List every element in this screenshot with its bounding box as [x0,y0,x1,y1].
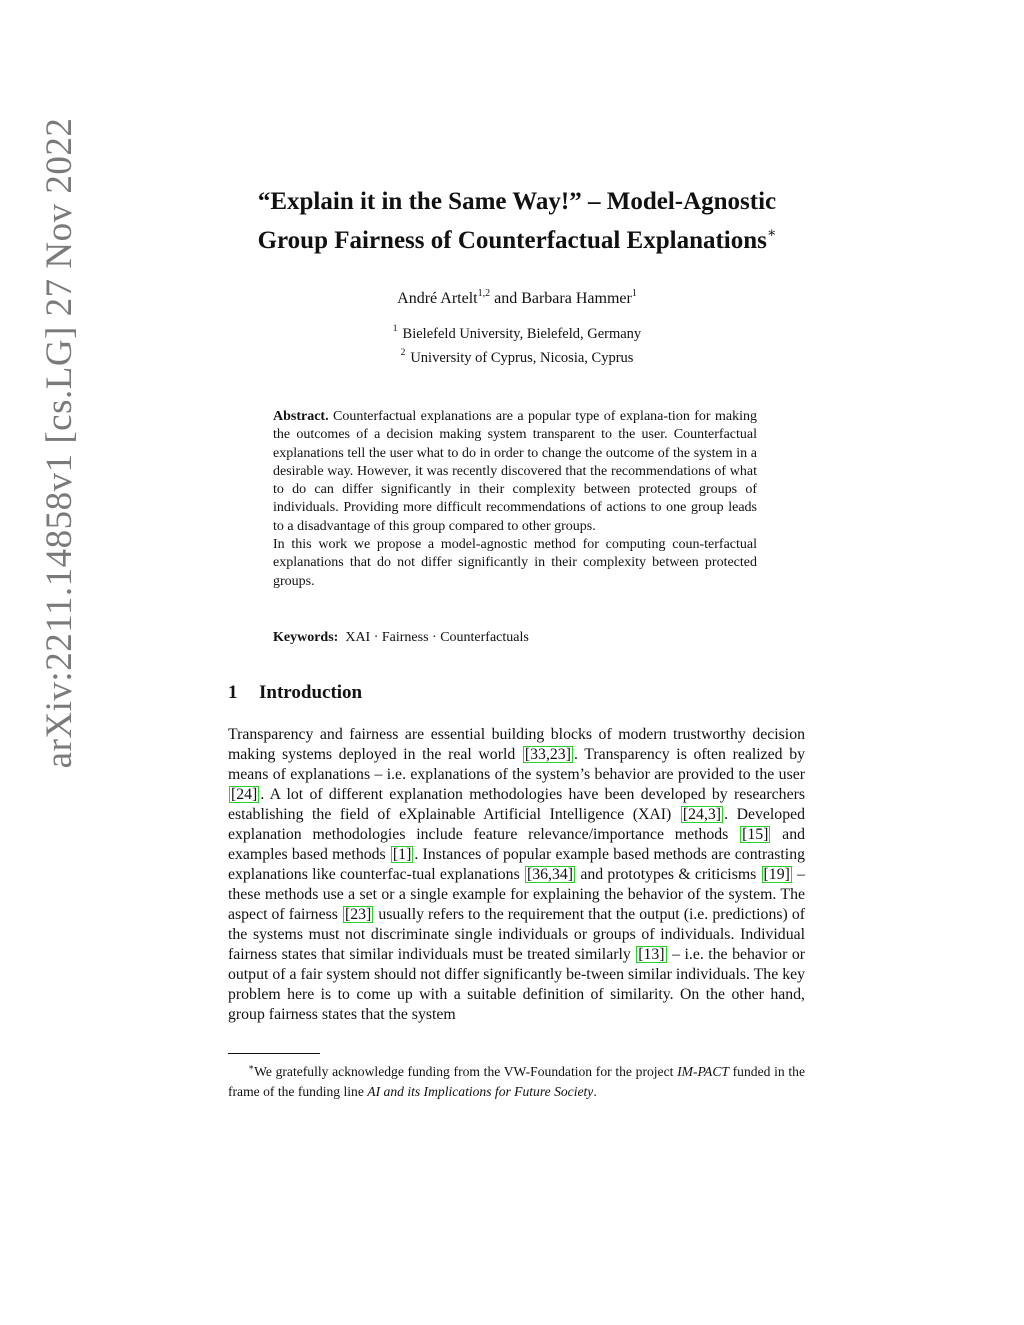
keywords-label: Keywords: [273,630,339,645]
intro-text: . Developed explanation methodologies include feature relevance/importance methods [228,806,806,843]
citation-link[interactable]: [1] [392,846,412,863]
author-list [200,284,834,309]
citation-link[interactable]: [19] [763,866,790,883]
author-2-affiliation-marker: 1 [631,288,637,299]
footnote-text: We gratefully acknowledge funding from the VW-Foundation for the project [254,1064,678,1079]
citation-link[interactable]: [33,23] [524,746,571,763]
citation-link[interactable]: [13] [638,946,665,963]
affiliation-2 [200,344,834,368]
footnote-project-name: IM-PACT [677,1064,729,1079]
keywords [273,629,757,647]
introduction-body [228,725,805,1025]
intro-text: . Instances of popular example based methods are contrasting explanations like counterfac-tual explanations [228,846,805,883]
arxiv-identifier-stamp: arXiv:2211.14858v1 [cs.LG] 27 Nov 2022 [39,117,80,769]
author-2-name: Barbara Hammer [521,290,632,307]
citation-link[interactable]: [15] [742,826,769,843]
author-connector: and [490,290,522,307]
abstract-label: Abstract. [273,409,329,424]
abstract-text-1: Counterfactual explanations are a popular type of explana-tion for making the outcomes of a decision making system transparent to the user. Counterfactual explanations tell the user what to do in order to change the outcome of the system in a desirable way. However, it was recently discovered that the recommendations of what to do can differ significantly in their complexity between protected groups of individuals. Providing more difficult recommendations of actions to one group leads to a disadvantage of this group compared to other groups. [273,409,757,534]
intro-text: – i.e. the behavior or output of a fair system should not differ significantly be-tween similar individuals. The key problem here is to come up with a suitable definition of similarity. On the other hand, group fairness states that the system [228,946,805,1023]
section-title: Introduction [259,682,363,703]
intro-text: Transparency and fairness are essential building blocks of modern trustworthy decision making systems deployed in the real world [228,726,805,763]
author-1-name: André Artelt [397,290,478,307]
abstract [273,408,757,591]
section-number: 1 [228,682,238,703]
footnote-funding-line: AI and its Implications for Future Society [367,1083,594,1099]
title-line-2: Group Fairness of Counterfactual Explanations [257,227,767,254]
author-1-affiliation-marker: 1,2 [477,288,491,299]
intro-text: and examples based methods [228,826,805,863]
intro-text: usually refers to the requirement that the output (i.e. predictions) of the systems must not discriminate single individuals or groups of individuals. Individual fairness states that similar individuals must be treated similarly [228,906,805,963]
footnote [228,1058,805,1101]
footnote-middle-text: funded in the frame of the funding line [228,1064,805,1099]
abstract-paragraph-2 [273,536,757,591]
abstract-text-2: In this work we propose a model-agnostic method for computing coun-terfactual explanations that do not differ significantly in their complexity between protected groups. [273,537,757,589]
paper-title [200,186,834,257]
abstract-paragraph-1 [273,408,757,536]
citation-link[interactable]: [36,34] [526,866,574,883]
keywords-text: XAI · Fairness · Counterfactuals [345,630,529,645]
citation-link[interactable]: [24,3] [682,806,722,823]
intro-text: and prototypes & criticisms [576,866,761,883]
affiliation-1-marker: 1 [392,324,398,334]
intro-text: . A lot of different explanation methodologies have been developed by researchers establishing the field of eXplainable Artificial Intelligence (XAI) [228,786,805,823]
title-footnote-marker: ∗ [766,226,777,241]
section-heading-introduction [228,681,362,705]
footnote-end: . [593,1083,597,1099]
affiliation-1-text: Bielefeld University, Bielefeld, Germany [402,326,642,342]
intro-text: . Transparency is often realized by means of explanations – i.e. explanations of the system’s behavior are provided to the user [228,746,805,783]
citation-link[interactable]: [23] [344,906,372,923]
affiliation-2-marker: 2 [400,348,406,358]
affiliation-1 [200,320,834,344]
footnote-marker: ∗ [248,1062,255,1072]
footnote-divider [228,1053,320,1054]
citation-link[interactable]: [24] [231,786,258,803]
affiliation-2-text: University of Cyprus, Nicosia, Cyprus [410,350,634,366]
introduction-paragraph [228,725,805,1025]
intro-text: – these methods use a set or a single example for explaining the behavior of the system. The aspect of fairness [228,866,806,923]
title-line-1: “Explain it in the Same Way!” – Model-Agnostic [257,188,777,215]
affiliation-list [200,320,834,368]
